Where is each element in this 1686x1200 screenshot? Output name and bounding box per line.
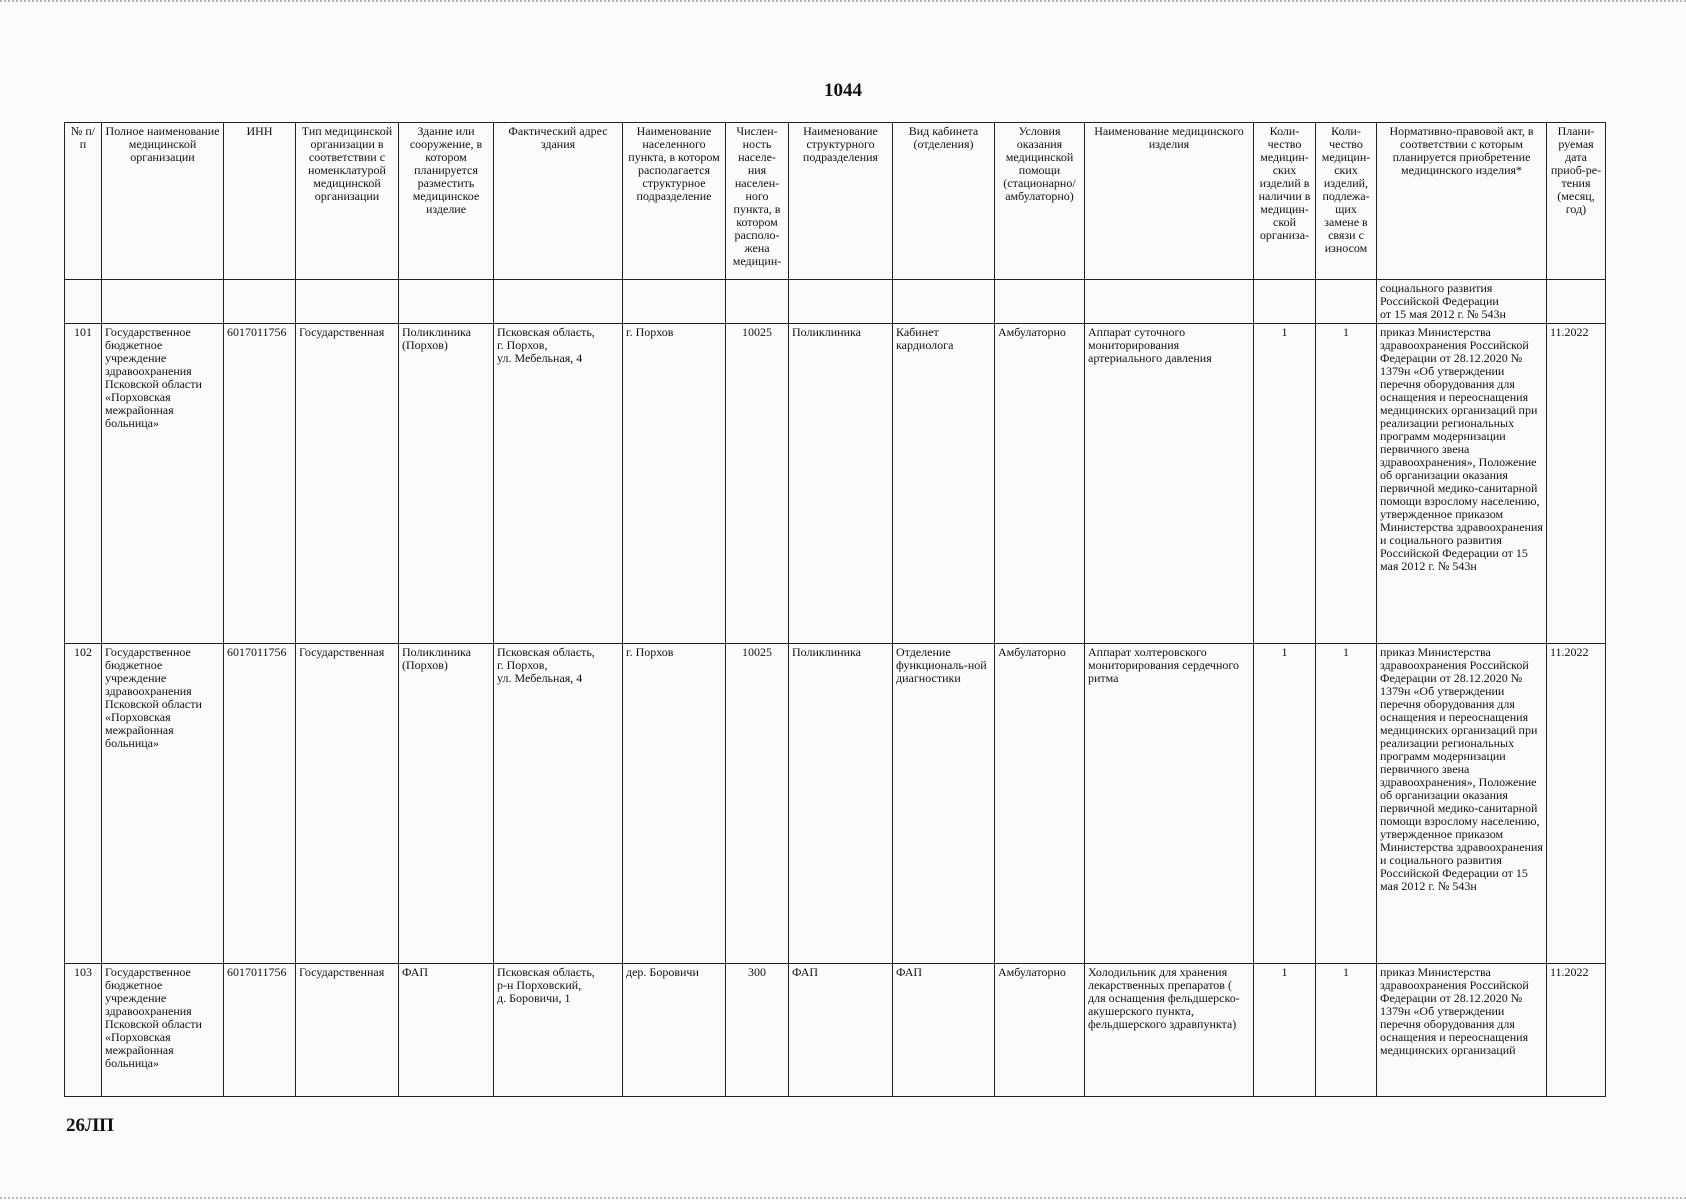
row-locality: г. Порхов (623, 644, 726, 964)
continuation-row (65, 280, 1606, 324)
cell (1085, 280, 1254, 324)
row-act: приказ Министерства здравоохранения Российской Федерации от 28.12.2020 № 1379н «Об утверждении перечня оборудования для оснащения и переоснащения медицинских организаций при реализации региональных программ модернизации первичного звена здравоохранения», Положение об организации оказания первичной медико-санитарной помощи взрослому населению, утвержденное приказом Министерства здравоохранения и социального развития Российской Федерации от 15 мая 2012 г. № 543н (1377, 644, 1547, 964)
header-inn: ИНН (224, 123, 296, 280)
cell (65, 280, 102, 324)
cell (494, 280, 623, 324)
row-inn: 6017011756 (224, 644, 296, 964)
header-qty-replace: Коли-чество медицин-ских изделий, подлежа-щих замене в связи с износом (1316, 123, 1377, 280)
header-locality: Наименование населенного пункта, в котором располагается структурное подразделение (623, 123, 726, 280)
row-address: Псковская область, г. Порхов, ул. Мебельная, 4 (494, 324, 623, 644)
row-org: Государственное бюджетное учреждение здравоохранения Псковской области «Порховская межрайонная больница» (102, 964, 224, 1097)
row-unit: Поликлиника (789, 644, 893, 964)
header-date: Плани-руемая дата приоб-ре-тения (месяц, год) (1547, 123, 1606, 280)
row-num: 102 (65, 644, 102, 964)
row-qty-available: 1 (1254, 964, 1316, 1097)
cell (399, 280, 494, 324)
header-qty-available: Коли-чество медицин-ских изделий в наличии в медицин-ской организа- (1254, 123, 1316, 280)
header-unit: Наименование структурного подразделения (789, 123, 893, 280)
header-device: Наименование медицинского изделия (1085, 123, 1254, 280)
row-population: 10025 (726, 324, 789, 644)
row-qty-available: 1 (1254, 324, 1316, 644)
row-building: Поликлиника (Порхов) (399, 644, 494, 964)
cell (789, 280, 893, 324)
row-unit: Поликлиника (789, 324, 893, 644)
row-room: ФАП (893, 964, 995, 1097)
cell (995, 280, 1085, 324)
row-room: Отделение функциональ-ной диагностики (893, 644, 995, 964)
row-device: Холодильник для хранения лекарственных препаратов ( для оснащения фельдшерско- акушерского пункта, фельдшерского здравпункта) (1085, 964, 1254, 1097)
row-qty-replace: 1 (1316, 324, 1377, 644)
cell (1254, 280, 1316, 324)
row-act: приказ Министерства здравоохранения Российской Федерации от 28.12.2020 № 1379н «Об утверждении перечня оборудования для оснащения и переоснащения медицинских организаций при реализации региональных программ модернизации первичного звена здравоохранения», Положение об организации оказания первичной медико-санитарной помощи взрослому населению, утвержденное приказом Министерства здравоохранения и социального развития Российской Федерации от 15 мая 2012 г. № 543н (1377, 324, 1547, 644)
row-building: Поликлиника (Порхов) (399, 324, 494, 644)
row-date: 11.2022 (1547, 644, 1606, 964)
row-org: Государственное бюджетное учреждение здравоохранения Псковской области «Порховская межрайонная больница» (102, 324, 224, 644)
row-address: Псковская область, г. Порхов, ул. Мебельная, 4 (494, 644, 623, 964)
row-device: Аппарат холтеровского мониторирования сердечного ритма (1085, 644, 1254, 964)
equipment-table (64, 122, 1606, 1097)
continuation-act: социального развития Российской Федерации от 15 мая 2012 г. № 543н (1377, 280, 1547, 324)
cell (102, 280, 224, 324)
row-date: 11.2022 (1547, 324, 1606, 644)
cell (623, 280, 726, 324)
table-row (65, 324, 1606, 644)
cell (1316, 280, 1377, 324)
row-device: Аппарат суточного мониторирования артериального давления (1085, 324, 1254, 644)
row-type: Государственная (296, 964, 399, 1097)
row-date: 11.2022 (1547, 964, 1606, 1097)
scan-edge-top (0, 0, 1686, 6)
scan-edge-bottom (0, 1193, 1686, 1199)
header-org: Полное наименование медицинской организации (102, 123, 224, 280)
row-address: Псковская область, р-н Порховский, д. Боровичи, 1 (494, 964, 623, 1097)
header-num: № п/п (65, 123, 102, 280)
cell (224, 280, 296, 324)
row-room: Кабинет кардиолога (893, 324, 995, 644)
row-num: 101 (65, 324, 102, 644)
row-conditions: Амбулаторно (995, 644, 1085, 964)
table-row (65, 644, 1606, 964)
row-type: Государственная (296, 324, 399, 644)
row-type: Государственная (296, 644, 399, 964)
header-row (65, 123, 1606, 280)
row-population: 300 (726, 964, 789, 1097)
row-unit: ФАП (789, 964, 893, 1097)
row-org: Государственное бюджетное учреждение здравоохранения Псковской области «Порховская межрайонная больница» (102, 644, 224, 964)
row-act: приказ Министерства здравоохранения Российской Федерации от 28.12.2020 № 1379н «Об утверждении перечня оборудования для оснащения и переоснащения медицинских организаций (1377, 964, 1547, 1097)
header-conditions: Условия оказания медицинской помощи (стационарно/ амбулаторно) (995, 123, 1085, 280)
footer-code: 26ЛП (66, 1115, 114, 1136)
header-room: Вид кабинета (отделения) (893, 123, 995, 280)
cell (726, 280, 789, 324)
row-conditions: Амбулаторно (995, 964, 1085, 1097)
row-inn: 6017011756 (224, 324, 296, 644)
page-number: 1044 (824, 80, 862, 101)
row-locality: г. Порхов (623, 324, 726, 644)
row-conditions: Амбулаторно (995, 324, 1085, 644)
row-num: 103 (65, 964, 102, 1097)
cell (893, 280, 995, 324)
header-building: Здание или сооружение, в котором планируется разместить медицинское изделие (399, 123, 494, 280)
row-inn: 6017011756 (224, 964, 296, 1097)
row-qty-replace: 1 (1316, 964, 1377, 1097)
header-population: Числен-ность населе-ния населен-ного пункта, в котором располо-жена медицин- (726, 123, 789, 280)
row-qty-replace: 1 (1316, 644, 1377, 964)
row-locality: дер. Боровичи (623, 964, 726, 1097)
table-row (65, 964, 1606, 1097)
header-address: Фактический адрес здания (494, 123, 623, 280)
row-qty-available: 1 (1254, 644, 1316, 964)
header-act: Нормативно-правовой акт, в соответствии с которым планируется приобретение медицинского изделия* (1377, 123, 1547, 280)
header-type: Тип медицинской организации в соответствии с номенклатурой медицинской организации (296, 123, 399, 280)
row-population: 10025 (726, 644, 789, 964)
cell (296, 280, 399, 324)
cell (1547, 280, 1606, 324)
row-building: ФАП (399, 964, 494, 1097)
